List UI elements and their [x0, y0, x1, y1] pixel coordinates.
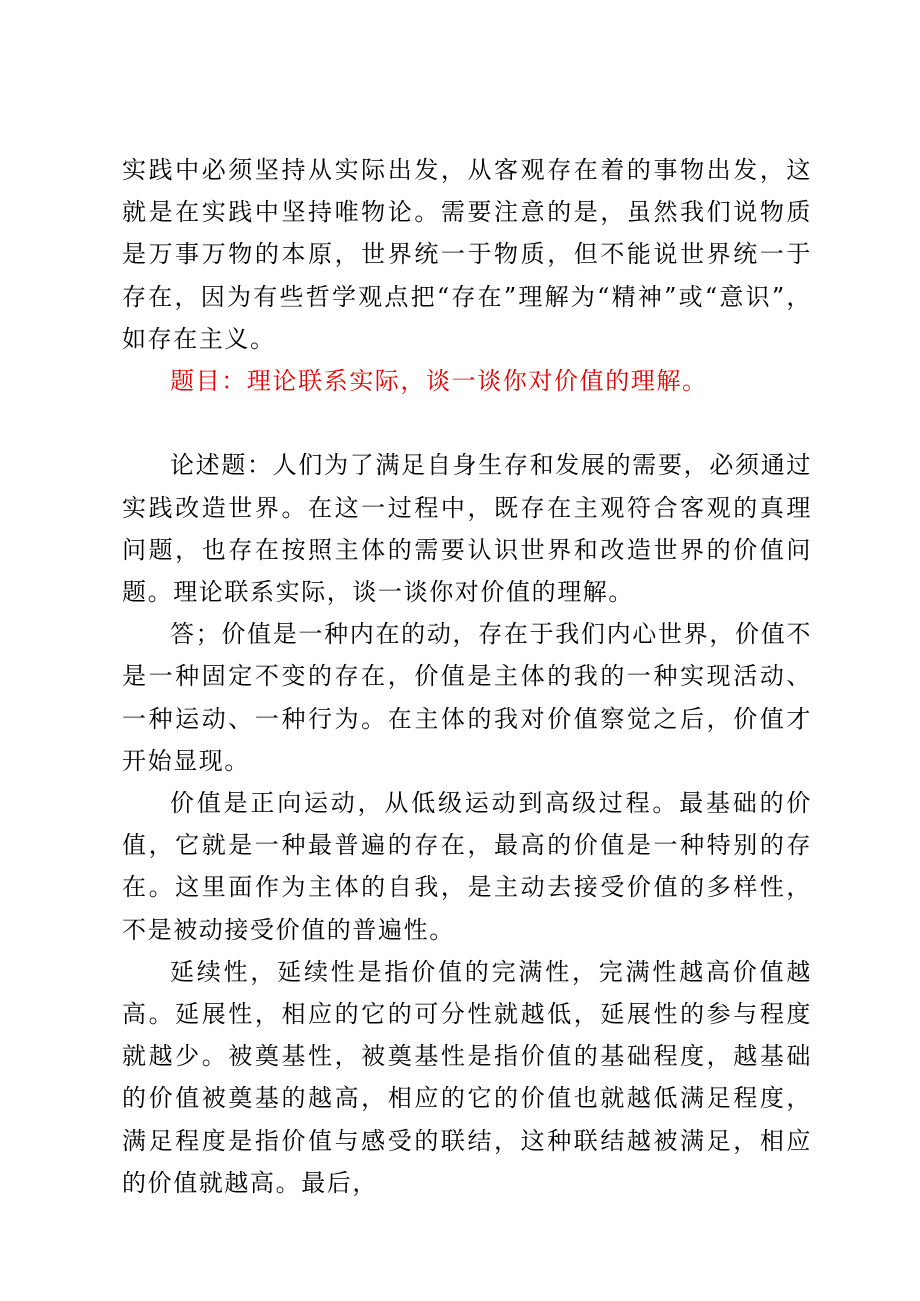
essay-question-paragraph: 论述题：人们为了满足自身生存和发展的需要，必须通过实践改造世界。在这一过程中，既存在主观符合客观的真理问题，也存在按照主体的需要认识世界和改造世界的价值问题。理论联系实际，谈一谈你对价值的理解。	[122, 451, 812, 607]
document-body	[122, 149, 812, 1204]
blank-line	[122, 402, 812, 444]
continuation-paragraph: 实践中必须坚持从实际出发，从客观存在着的事物出发，这就是在实践中坚持唯物论。需要注意的是，虽然我们说物质是万事万物的本原，世界统一于物质，但不能说世界统一于存在，因为有些哲学观点把“存在”理解为“精神”或“意识”，如存在主义。	[122, 156, 812, 353]
answer-paragraph-1: 答；价值是一种内在的动，存在于我们内心世界，价值不是一种固定不变的存在，价值是主体的我的一种实现活动、一种运动、一种行为。在主体的我对价值察觉之后，价值才开始显现。	[122, 620, 812, 775]
topic-heading: 题目：理论联系实际，谈一谈你对价值的理解。	[170, 367, 708, 396]
answer-paragraph-3: 延续性，延续性是指价值的完满性，完满性越高价值越高。延展性，相应的它的可分性就越低，延展性的参与程度就越少。被奠基性，被奠基性是指价值的基础程度，越基础的价值被奠基的越高，相应的它的价值也就越低满足程度，满足程度是指价值与感受的联结，这种联结越被满足，相应的价值就越高。最后，	[122, 957, 812, 1197]
answer-paragraph-2: 价值是正向运动，从低级运动到高级过程。最基础的价值，它就是一种最普遍的存在，最高的价值是一种特别的存在。这里面作为主体的自我，是主动去接受价值的多样性，不是被动接受价值的普遍性。	[122, 789, 812, 944]
